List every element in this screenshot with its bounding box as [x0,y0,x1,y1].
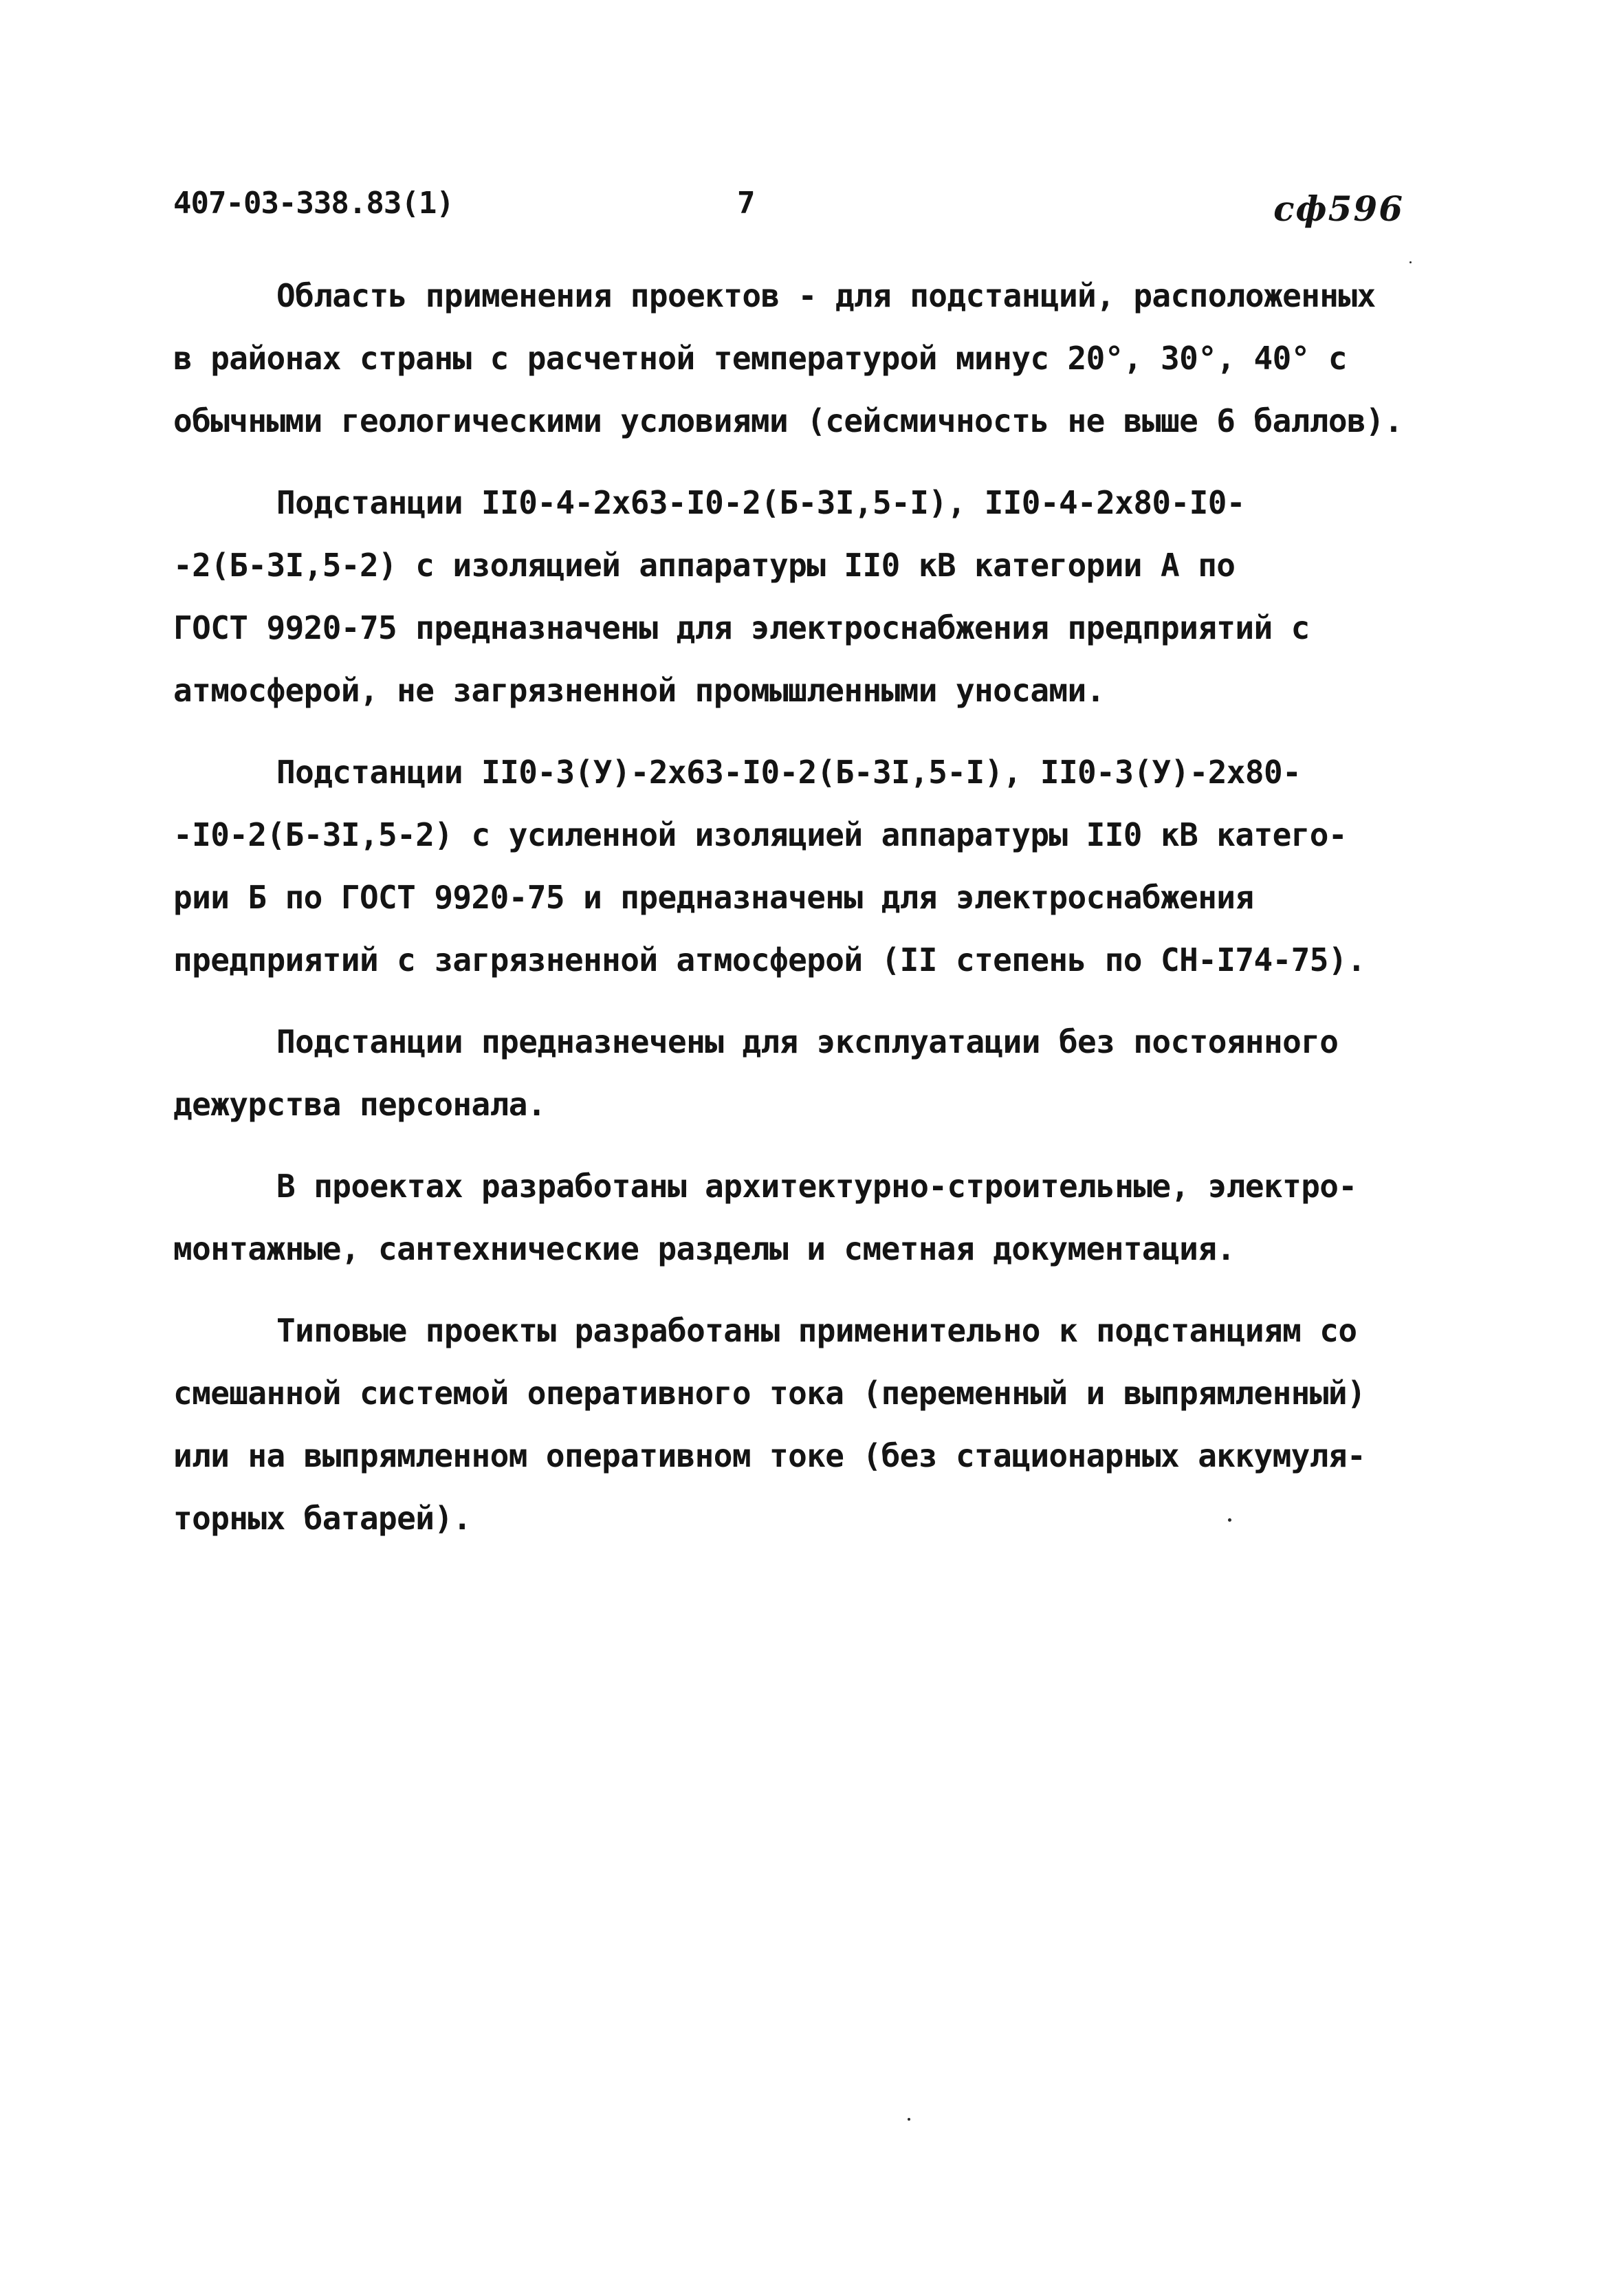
text-line: ГОСТ 9920-75 предназначены для электроснабжения предприятий с [173,609,1310,646]
document-code: 407-03-338.83(1) [173,186,454,221]
page-header [173,186,1452,241]
paragraph-sections [173,1155,1452,1280]
paragraph-substations-a [173,472,1452,722]
scan-speck [1228,1518,1231,1522]
text-line: атмосферой, не загрязненной промышленными уносами. [173,672,1105,709]
text-line: обычными геологическими условиями (сейсмичность не выше 6 баллов). [173,402,1403,439]
handwritten-stamp: сф596 [1273,188,1404,229]
text-line: смешанной системой оперативного тока (переменный и выпрямленный) [173,1375,1366,1412]
scan-speck [908,2118,910,2121]
text-line: предприятий с загрязненной атмосферой (II степень по СН-I74-75). [173,941,1366,979]
text-line: Область применения проектов - для подстанций, расположенных [276,277,1376,314]
text-line: дежурства персонала. [173,1086,546,1123]
paragraph-operation [173,1011,1452,1136]
paragraph-scope [173,265,1452,452]
text-line: рии Б по ГОСТ 9920-75 и предназначены для электроснабжения [173,879,1254,916]
text-line: монтажные, сантехнические разделы и сметная документация. [173,1230,1236,1267]
text-line: в районах страны с расчетной температурой минус 20°, 30°, 40° с [173,340,1347,377]
text-line: торных батарей). [173,1500,472,1537]
text-line: или на выпрямленном оперативном токе (без стационарных аккумуля- [173,1437,1366,1474]
text-line: Подстанции II0-3(У)-2x63-I0-2(Б-3I,5-I), II0-3(У)-2x80- [276,754,1302,791]
text-line: -2(Б-3I,5-2) с изоляцией аппаратуры II0 кВ категории А по [173,547,1236,584]
text-line: В проектах разработаны архитектурно-строительные, электро- [276,1168,1357,1205]
text-line: Типовые проекты разработаны применительно к подстанциям со [276,1312,1357,1349]
paragraph-substations-b [173,741,1452,992]
paragraph-current-system [173,1300,1452,1550]
scan-speck [1409,261,1412,263]
document-body [173,265,1452,1569]
text-line: Подстанции II0-4-2x63-I0-2(Б-3I,5-I), II0-4-2x80-I0- [276,484,1245,521]
text-line: -I0-2(Б-3I,5-2) с усиленной изоляцией аппаратуры II0 кВ катего- [173,816,1347,853]
page-number: 7 [737,186,756,221]
text-line: Подстанции предназнечены для эксплуатации без постоянного [276,1023,1339,1060]
